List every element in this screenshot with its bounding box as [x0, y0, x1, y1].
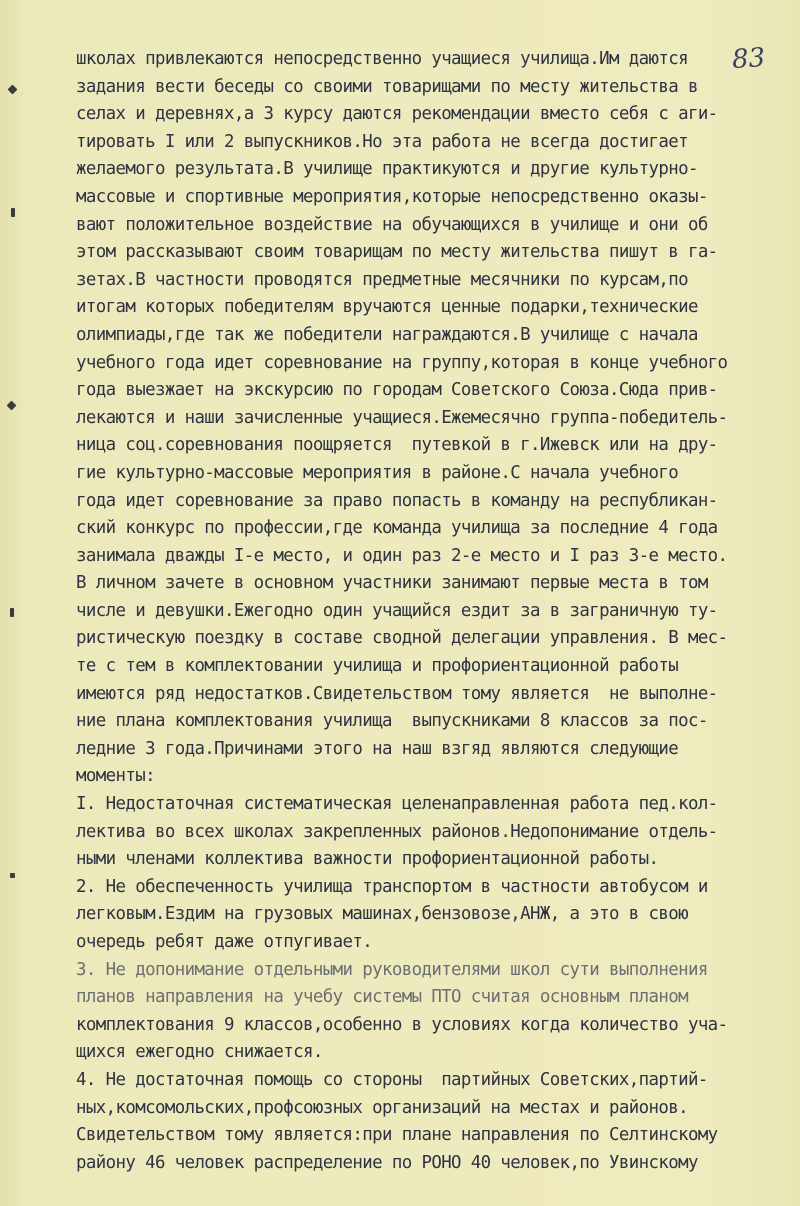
text-line: года выезжает на экскурсию по городам Советского Союза.Сюда прив- — [76, 380, 718, 401]
text-line: ристическую поездку в составе сводной делегации управления. В мес- — [76, 628, 728, 649]
list-item-line: 2. Не обеспеченность училища транспортом в частности автобусом и — [76, 876, 708, 897]
list-item-line: ных,комсомольских,профсоюзных организаций на местах и районов. — [76, 1097, 688, 1118]
text-line: те с тем в комплектовании училища и профориентационной работы — [76, 656, 679, 677]
text-line: ние плана комплектования училища выпускниками 8 классов за пос- — [76, 711, 708, 732]
list-item-line: щихся ежегодно снижается. — [76, 1042, 323, 1063]
typed-text-body — [76, 46, 792, 1177]
list-item-line: легковым.Ездим на грузовых машинах,бензовозе,АНЖ, а это в свою — [76, 904, 688, 925]
list-item-line: 3. Не допонимание отдельными руководителями школ сути выполнения — [76, 959, 708, 980]
text-line: ский конкурс по профессии,где команда училища за последние 4 года — [76, 518, 718, 539]
text-line: вают положительное воздействие на обучающихся в училище и они об — [76, 214, 708, 235]
list-item-line: 4. Не достаточная помощь со стороны партийных Советских,партий- — [76, 1069, 708, 1090]
text-line: итогам которых победителям вручаются ценные подарки,технические — [76, 297, 698, 318]
hole-punch-mark — [7, 401, 17, 411]
handwritten-page-number: 83 — [730, 42, 767, 76]
hole-punch-mark — [10, 873, 15, 878]
text-line: этом рассказывают своим товарищам по месту жительства пишут в га- — [76, 242, 718, 263]
hole-punch-mark — [11, 208, 15, 217]
text-line: учебного года идет соревнование на группу,которая в конце учебного — [76, 352, 728, 373]
text-line: ледние 3 года.Причинами этого на наш взгяд являются следующие — [76, 738, 679, 759]
text-line: селах и деревнях,а 3 курсу даются рекомендации вместо себя с аги- — [76, 104, 718, 125]
list-item-line: Свидетельством тому является:при плане направления по Селтинскому — [76, 1125, 718, 1146]
list-item-line: лектива во всех школах закрепленных районов.Недопонимание отдель- — [76, 821, 718, 842]
list-item-line: очередь ребят даже отпугивает. — [76, 932, 373, 952]
text-line: лекаются и наши зачисленные учащиеся.Ежемесячно группа-победитель- — [76, 407, 728, 428]
text-line: числе и девушки.Ежегодно один учащийся ездит за в заграничную ту- — [76, 600, 718, 621]
hole-punch-mark — [10, 608, 14, 617]
text-line: имеются ряд недостатков.Свидетельством тому является не выполне- — [76, 683, 718, 704]
text-line: тировать I или 2 выпускников.Но эта работа не всегда достигает — [76, 131, 688, 152]
text-line: массовые и спортивные мероприятия,которые непосредственно оказы- — [76, 186, 708, 207]
text-line: В личном зачете в основном участники занимают первые места в том — [76, 573, 708, 594]
text-line: занимала дважды I-е место, и один раз 2-е место и I раз 3-е место. — [76, 545, 728, 566]
list-item-line: I. Недостаточная систематическая целенаправленная работа пед.кол- — [76, 794, 718, 815]
text-line: ница соц.соревнования поощряется путевкой в г.Ижевск или на дру- — [76, 435, 718, 456]
list-item-line: планов направления на учебу системы ПТО считая основным планом — [76, 987, 688, 1008]
text-line: олимпиады,где так же победители награждаются.В училище с начала — [76, 324, 698, 345]
text-line: зетах.В частности проводятся предметные месячники по курсам,по — [76, 269, 688, 290]
list-item-line: ными членами коллектива важности профориентационной работы. — [76, 849, 659, 870]
list-item-line: району 46 человек распределение по РОНО 40 человек,по Увинскому — [76, 1152, 698, 1173]
text-line: желаемого результата.В училище практикуются и другие культурно- — [76, 159, 698, 180]
text-line: года идет соревнование за право попасть в команду на республикан- — [76, 490, 718, 511]
text-line: гие культурно-массовые мероприятия в районе.С начала учебного — [76, 462, 679, 483]
text-line: задания вести беседы со своими товарищами по месту жительства в — [76, 76, 698, 97]
text-line: моменты: — [76, 766, 155, 787]
hole-punch-mark — [8, 85, 18, 95]
text-line: школах привлекаются непосредственно учащиеся училища.Им даются — [76, 49, 688, 69]
list-item-line: комплектования 9 классов,особенно в условиях когда количество уча- — [76, 1014, 728, 1035]
